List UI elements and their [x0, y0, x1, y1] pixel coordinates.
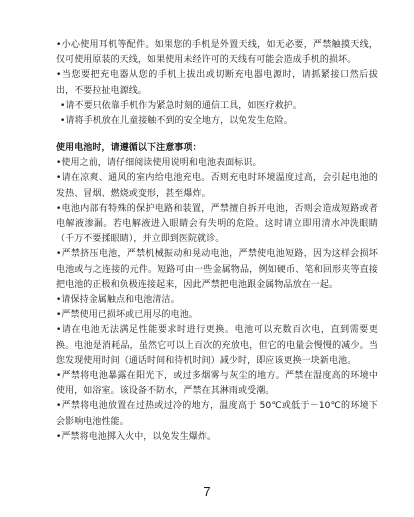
battery-item: •严禁将电池暴露在阳光下，或过多烟雾与灰尘的地方。严禁在湿度高的环境中使用，如浴室。该设备不防水，严禁在其淋雨或受潮。: [56, 371, 378, 397]
battery-item: •使用之前，请仔细阅读使用说明和电池表面标识。: [56, 158, 262, 169]
battery-item: •严禁将电池放置在过热或过冷的地方，温度高于 50℃或低于－10℃的环境下会影响电池性能。: [56, 401, 378, 427]
battery-item: •电池内部有特殊的保护电路和装置，严禁擅自拆开电池，否则会造成短路或者电解液渗漏。若电解液进入眼睛会有失明的危险。这时请立即用清水冲洗眼睛（千万不要揉眼睛），并立即到医院就诊。: [56, 203, 378, 245]
safety-item: •当您要把充电器从您的手机上拔出或切断充电器电源时，请抓紧接口然后拔出，不要拉扯电源线。: [56, 70, 378, 96]
battery-item: •严禁将电池掷入火中，以免发生爆炸。: [56, 431, 217, 442]
safety-item: •小心使用耳机等配件。如果您的手机是外置天线，如无必要，严禁触摸天线，仅可使用原装的天线，如果使用未经许可的天线有可能会造成手机的损坏。: [56, 40, 378, 66]
page-number: 7: [203, 484, 211, 499]
battery-item: •请在凉爽、通风的室内给电池充电。否则充电时环境温度过高，会引起电池的发热、冒烟、燃烧或变形，甚至爆炸。: [56, 173, 378, 199]
battery-item: •严禁挤压电池，严禁机械振动和晃动电池，严禁使电池短路，因为这样会损坏电池或与之连接的元件。短路可由一些金属物品，例如硬币、笔和回形夹等直接把电池的正极和负极连接起来，因此严禁把电池跟金属物品放在一起。: [56, 249, 378, 290]
battery-item: •严禁使用已损坏或已用尽的电池。: [56, 310, 198, 321]
document-body: [56, 38, 378, 445]
safety-item: •请不要只依靠手机作为紧急时刻的通信工具，如医疗救护。: [60, 100, 303, 111]
battery-section-heading: 使用电池时，请遵循以下注意事项：: [56, 143, 202, 154]
safety-item: •请将手机放在儿童接触不到的安全地方，以免发生危险。: [60, 116, 293, 127]
battery-item: •请保持金属触点和电池清洁。: [56, 295, 180, 306]
battery-item: •请在电池无法满足性能要求时进行更换。电池可以充数百次电，直到需要更换。电池是消耗品，虽然它可以上百次的充放电，但它的电量会慢慢的减少。当您发现使用时间（通话时间和待机时间）减少时，即应该更换一块新电池。: [56, 325, 378, 366]
